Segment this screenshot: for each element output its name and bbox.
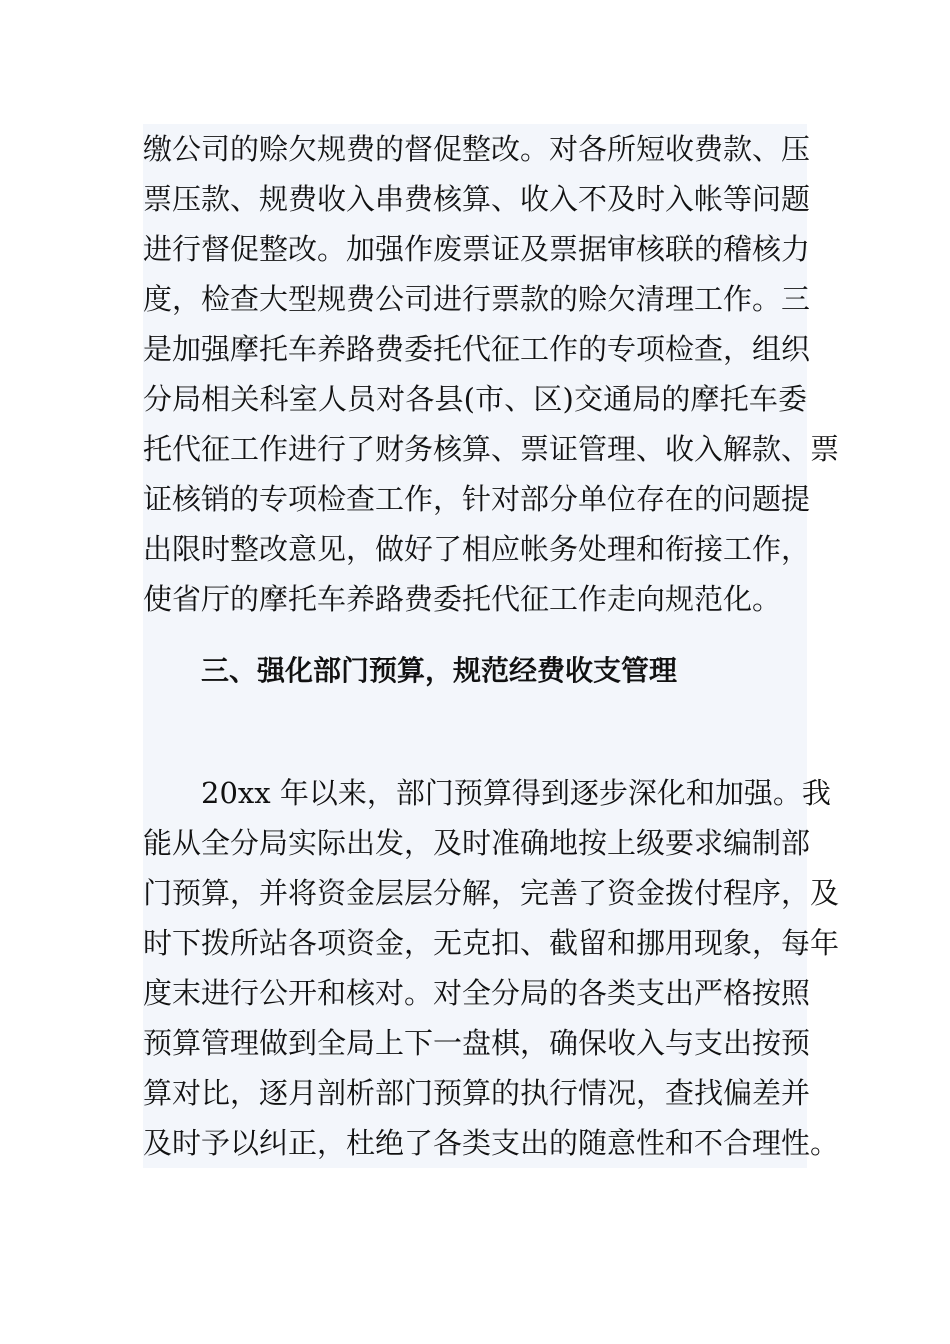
paragraph-line: 度末进行公开和核对。对全分局的各类支出严格按照 [143,976,811,1010]
paragraph-line: 是加强摩托车养路费委托代征工作的专项检查，组织 [143,332,811,366]
section-block [143,624,840,1168]
paragraph-line: 缴公司的赊欠规费的督促整改。对各所短收费款、压 [143,132,811,166]
paragraph-line: 算对比，逐月剖析部门预算的执行情况，查找偏差并 [143,1076,811,1110]
paragraph-line: 托代征工作进行了财务核算、票证管理、收入解款、票 [143,432,840,466]
paragraph-line: 票压款、规费收入串费核算、收入不及时入帐等问题 [143,182,811,216]
paragraph-line: 门预算，并将资金层层分解，完善了资金拨付程序，及 [143,876,840,910]
blank-line [143,696,807,746]
paragraph-line: 预算管理做到全局上下一盘棋，确保收入与支出按预 [143,1026,811,1060]
continued-paragraph [143,124,840,624]
paragraph-line: 时下拨所站各项资金，无克扣、截留和挪用现象，每年 [143,926,840,960]
paragraph-line: 使省厅的摩托车养路费委托代征工作走向规范化。 [143,582,782,616]
paragraph-line: 能从全分局实际出发，及时准确地按上级要求编制部 [143,826,811,860]
paragraph-line: 出限时整改意见，做好了相应帐务处理和衔接工作， [143,532,811,566]
paragraph-line: 分局相关科室人员对各县(市、区)交通局的摩托车委 [143,382,807,416]
paragraph-line: 及时予以纠正，杜绝了各类支出的随意性和不合理性。 [143,1126,840,1160]
paragraph-line: 证核销的专项检查工作，针对部分单位存在的问题提 [143,482,811,516]
paragraph-line: 度，检查大型规费公司进行票款的赊欠清理工作。三 [143,282,811,316]
paragraph-line: 20xx 年以来，部门预算得到逐步深化和加强。我 [201,776,831,810]
paragraph-line: 进行督促整改。加强作废票证及票据审核联的稽核力 [143,232,811,266]
section-heading: 三、强化部门预算，规范经费收支管理 [201,654,678,687]
